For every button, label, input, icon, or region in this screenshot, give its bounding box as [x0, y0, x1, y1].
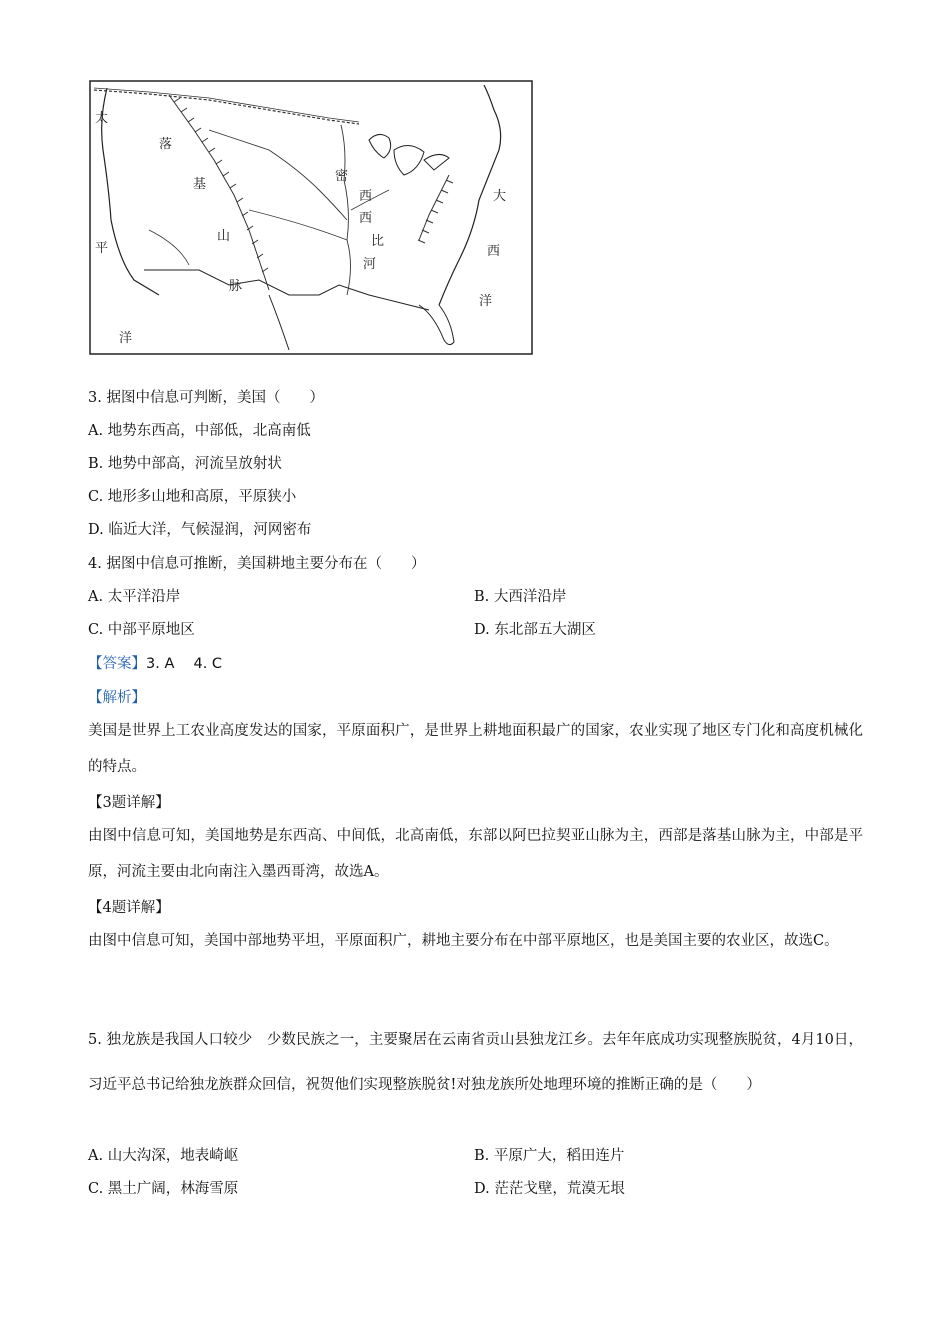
q5-option-a: A. 山大沟深，地表崎岖: [88, 1148, 239, 1164]
analysis-tag: 【解析】: [88, 690, 146, 706]
label-yang-east: 洋: [479, 294, 493, 309]
q3-option-b: B. 地势中部高，河流呈放射状: [88, 456, 282, 472]
us-terrain-map: [89, 80, 533, 355]
detail-4-title: 【4题详解】: [88, 900, 170, 916]
q4-option-a: A. 太平洋沿岸: [88, 589, 181, 605]
label-yang-west: 洋: [119, 331, 133, 346]
q4-option-c: C. 中部平原地区: [88, 622, 195, 638]
q5-option-d: D. 茫茫戈壁，荒漠无垠: [474, 1181, 625, 1197]
label-mi: 密: [335, 169, 349, 184]
q3-option-a: A. 地势东西高，中部低，北高南低: [88, 423, 311, 439]
q5-option-c: C. 黑土广阔，林海雪原: [88, 1181, 239, 1197]
q3-option-d: D. 临近大洋，气候湿润，河网密布: [88, 522, 312, 538]
label-ji: 基: [193, 177, 207, 192]
label-xi-2: 西: [359, 211, 373, 226]
answer-text: 3. A 4. C: [146, 656, 223, 672]
label-bi: 比: [371, 234, 385, 249]
q5-option-b: B. 平原广大，稻田连片: [474, 1148, 625, 1164]
detail-3-text: 由图中信息可知，美国地势是东西高、中间低，北高南低，东部以阿巴拉契亚山脉为主，西部是落基山脉为主，中部是平原，河流主要由北向南注入墨西哥湾，故选A。: [88, 828, 863, 880]
q3-stem: 3. 据图中信息可判断，美国（ ）: [88, 390, 324, 406]
label-ping: 平: [95, 241, 109, 256]
q5-stem: 5. 独龙族是我国人口较少 少数民族之一，主要聚居在云南省贡山县独龙江乡。去年年底成功实现整族脱贫，4月10日，习近平总书记给独龙族群众回信，祝贺他们实现整族脱贫!对独龙族所处地理环境的推断正确的是（ ）: [88, 1032, 863, 1093]
detail-3-title: 【3题详解】: [88, 795, 170, 811]
label-tai: 太: [95, 111, 109, 126]
label-xi-1: 西: [359, 189, 373, 204]
detail-4-text: 由图中信息可知，美国中部地势平坦，平原面积广，耕地主要分布在中部平原地区，也是美国主要的农业区，故选C。: [88, 933, 839, 949]
label-luo: 落: [159, 137, 173, 152]
q4-stem: 4. 据图中信息可推断，美国耕地主要分布在（ ）: [88, 556, 426, 572]
label-he: 河: [363, 257, 377, 272]
label-shan: 山: [217, 229, 231, 244]
label-da: 大: [493, 189, 507, 204]
map-frame: [90, 81, 532, 354]
label-xi-east: 西: [487, 244, 501, 259]
q4-option-d: D. 东北部五大湖区: [474, 622, 596, 638]
answer-tag: 【答案】: [88, 656, 146, 672]
analysis-text: 美国是世界上工农业高度发达的国家，平原面积广，是世界上耕地面积最广的国家，农业实现了地区专门化和高度机械化的特点。: [88, 723, 863, 775]
label-mai: 脉: [229, 279, 243, 294]
answer-line: [88, 654, 222, 674]
q3-option-c: C. 地形多山地和高原，平原狭小: [88, 489, 297, 505]
q4-option-b: B. 大西洋沿岸: [474, 589, 567, 605]
